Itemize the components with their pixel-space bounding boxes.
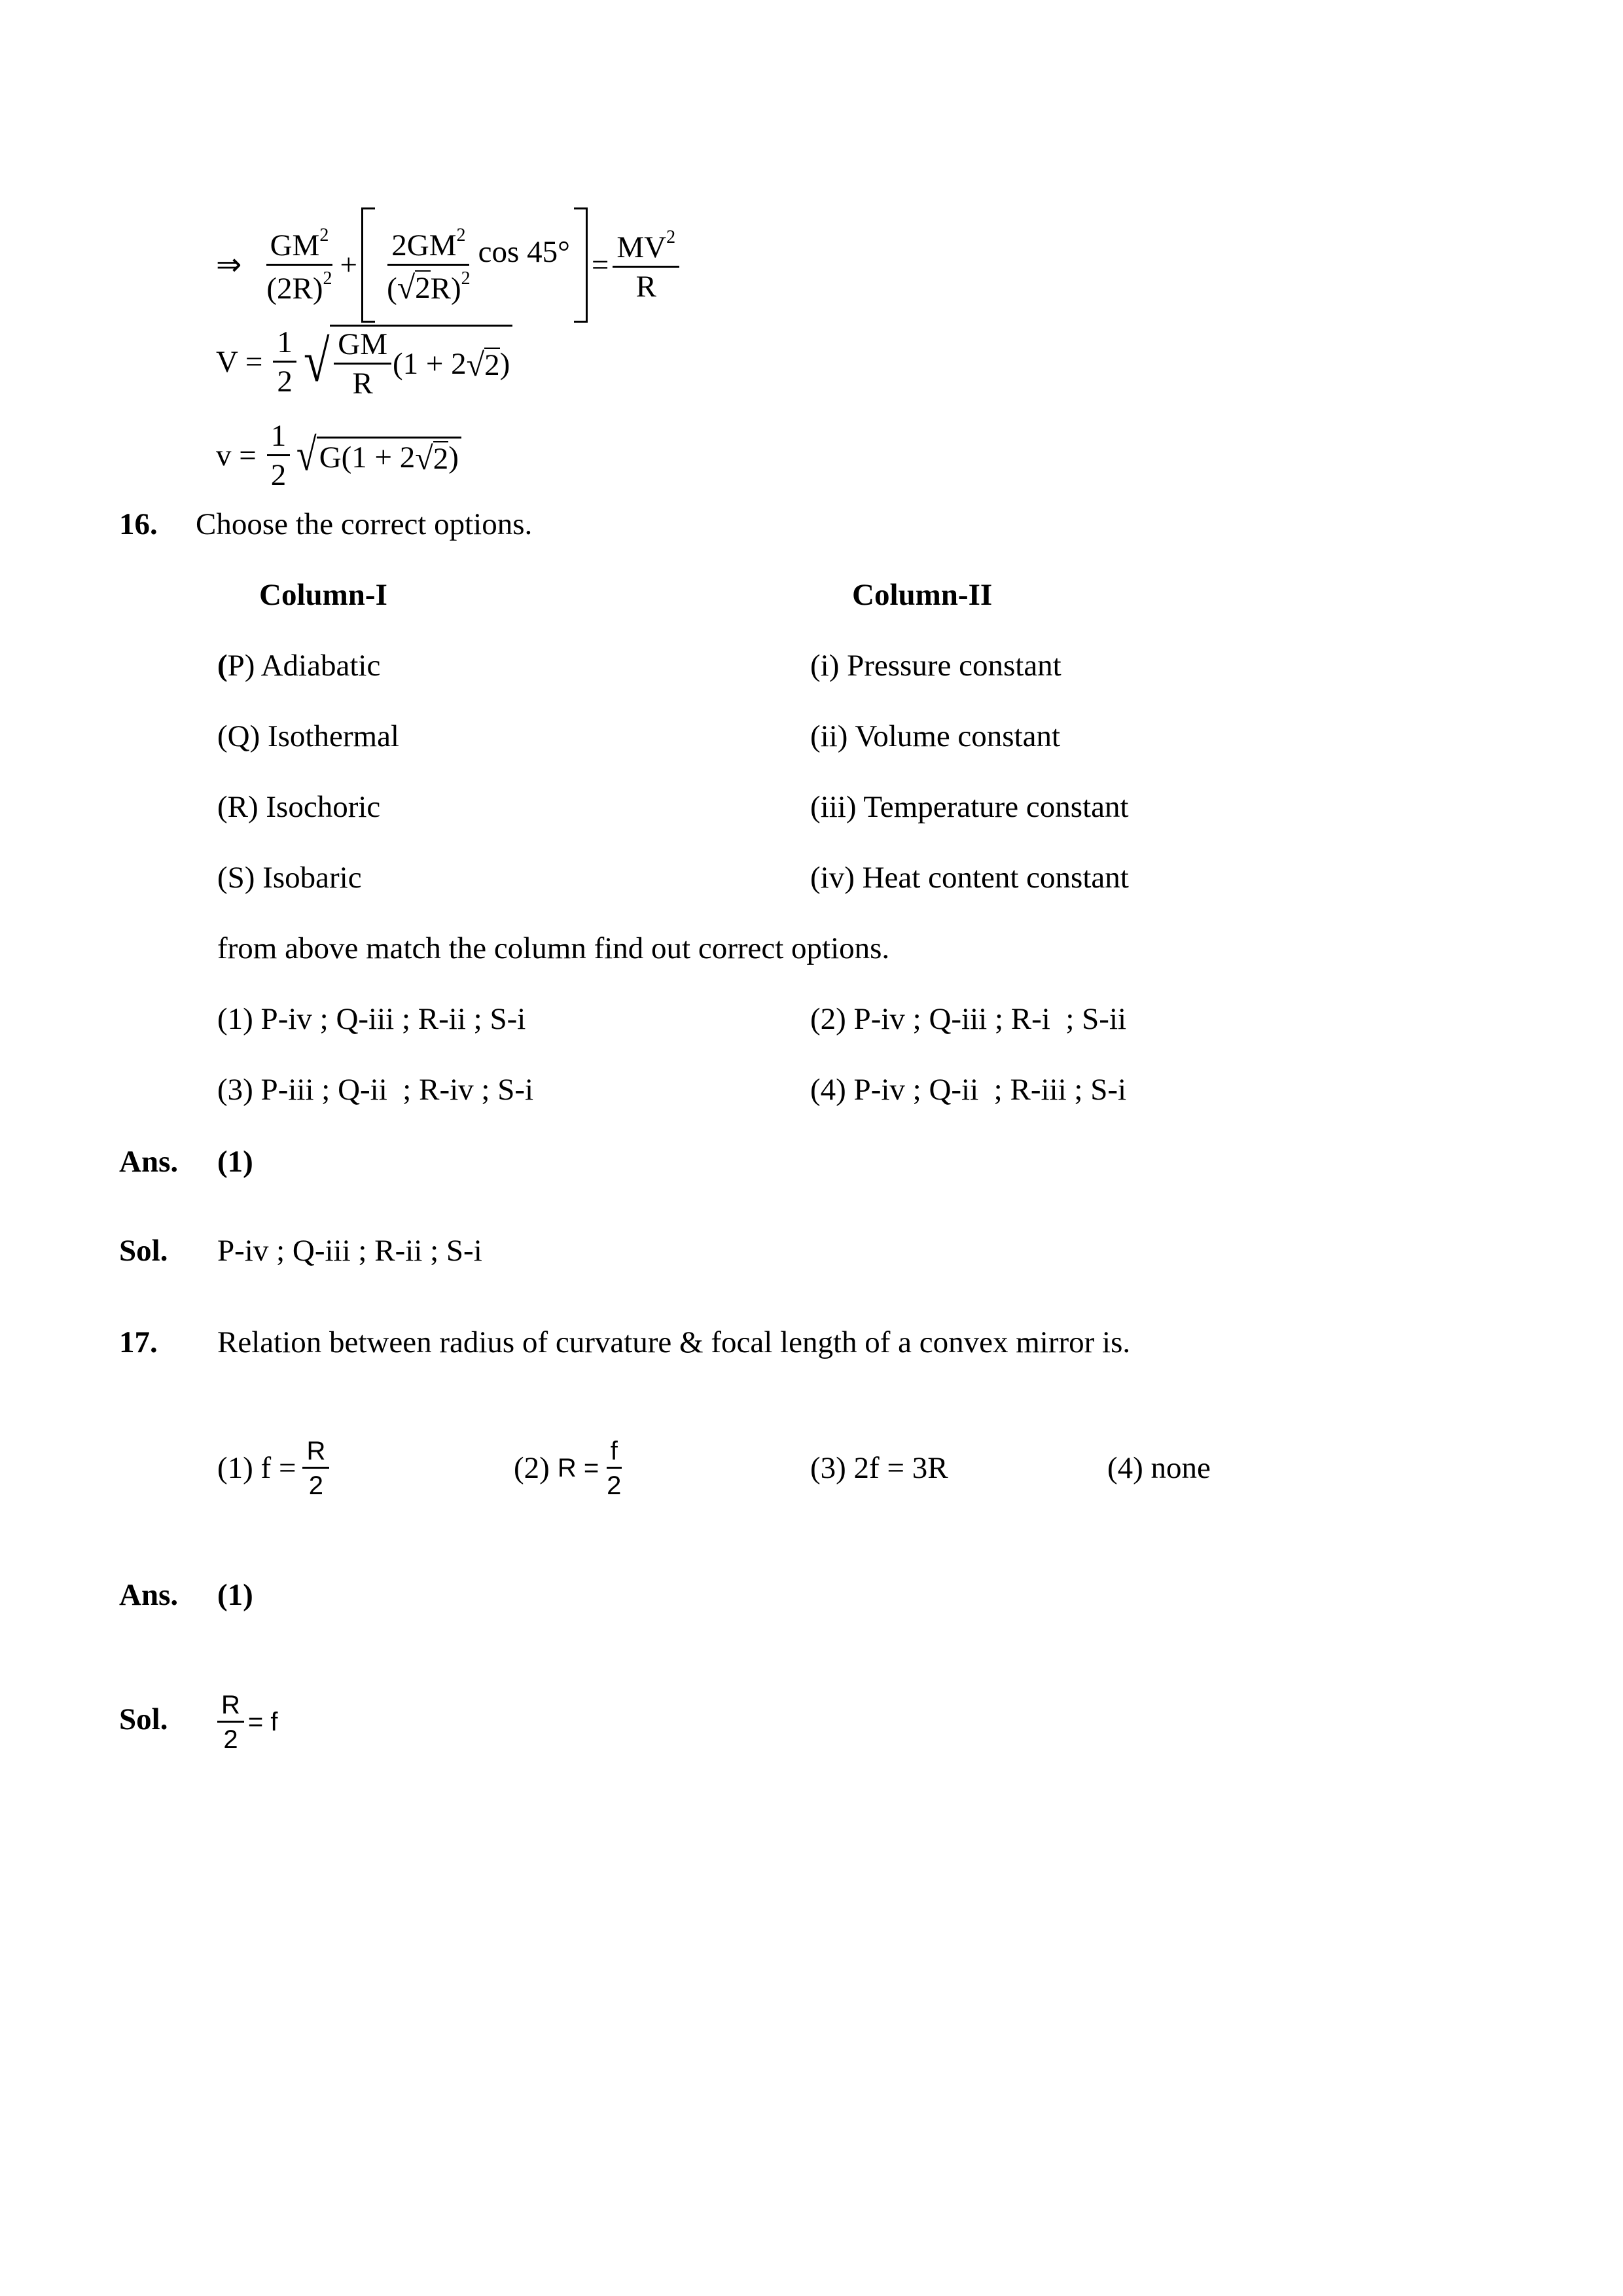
equation-velocity-final (216, 416, 461, 495)
column-1-item-p: (P) Adiabatic (217, 649, 381, 683)
implies-symbol: ⇒ (216, 247, 242, 282)
question-16-answer-label: Ans. (119, 1145, 179, 1179)
question-16-answer-value: (1) (217, 1145, 253, 1179)
r-over-2-fraction: $\frac{R}{2}$ (302, 1438, 329, 1499)
plus-sign: + (340, 247, 358, 282)
fraction-term-2: $2GM^2$ ( √ 2 R)$^2$ (387, 224, 471, 306)
question-17-option-1: (1) f = $\frac{R}{2}$ (217, 1432, 333, 1504)
r-over-2-fraction: $\frac{R}{2}$ (217, 1692, 244, 1753)
question-16-number: 16. (119, 507, 158, 541)
question-16-solution-text: P-iv ; Q-iii ; R-ii ; S-i (217, 1234, 482, 1268)
column-2-item-iii: (iii) Temperature constant (810, 790, 1129, 824)
question-17-option-2: (2) R = $\frac{f}{2}$ (514, 1432, 629, 1504)
gm-over-r-fraction: $\frac{GM}{R}$ (334, 329, 391, 399)
velocity-final-lhs: v = (216, 438, 257, 473)
question-17-answer-value: (1) (217, 1578, 253, 1612)
square-root: √ G(1 + 2 √ 2 ) (294, 433, 461, 478)
question-17-answer-label: Ans. (119, 1578, 179, 1612)
f-over-2-fraction: $\frac{f}{2}$ (607, 1436, 622, 1500)
column-2-item-i: (i) Pressure constant (810, 649, 1061, 683)
question-17-number: 17. (119, 1325, 158, 1359)
fraction-rhs: $\frac{MV^2}{R}$ (613, 228, 679, 302)
question-16-option-2: (2) P-iv ; Q-iii ; R-i ; S-ii (810, 1002, 1127, 1036)
velocity-lhs: V = (216, 344, 263, 379)
question-17-option-3: (3) 2f = 3R (810, 1451, 948, 1485)
column-1-item-r: (R) Isochoric (217, 790, 381, 824)
column-1-item-q: (Q) Isothermal (217, 719, 399, 753)
square-root: √ $\frac{GM}{R}$ (1 + 2 √ 2 ) (300, 325, 512, 399)
radical-sign-icon: √ (303, 329, 330, 394)
question-16-solution-label: Sol. (119, 1234, 168, 1268)
cos-term: cos 45° (478, 234, 570, 269)
column-2-item-iv: (iv) Heat content constant (810, 861, 1129, 895)
column-1-item-s: (S) Isobaric (217, 861, 362, 895)
equals-sign: = (591, 247, 609, 282)
question-16-option-1: (1) P-iv ; Q-iii ; R-ii ; S-i (217, 1002, 526, 1036)
question-17-text: Relation between radius of curvature & focal length of a convex mirror is. (217, 1325, 1131, 1359)
question-16-instruction: from above match the column find out correct options. (217, 931, 890, 965)
right-bracket (574, 207, 588, 323)
question-16-text: Choose the correct options. (196, 507, 533, 541)
column-2-header: Column-II (852, 578, 993, 612)
half-fraction: $\frac{1}{2}$ (267, 421, 291, 491)
left-bracket (361, 207, 375, 323)
column-2-item-ii: (ii) Volume constant (810, 719, 1061, 753)
fraction-term-1: $\frac{GM^2}{(2R)^2}$ (266, 224, 332, 306)
question-17-solution-label: Sol. (119, 1702, 168, 1736)
equation-force-balance (216, 209, 683, 321)
question-17-option-4: (4) none (1107, 1451, 1211, 1485)
equation-velocity (216, 319, 512, 404)
column-1-header: Column-I (259, 578, 387, 612)
half-fraction: $\frac{1}{2}$ (273, 327, 296, 397)
radical-sign-icon: √ (296, 430, 317, 480)
question-17-solution-equation: $\frac{R}{2}$ = f (217, 1686, 277, 1758)
question-16-option-3: (3) P-iii ; Q-ii ; R-iv ; S-i (217, 1073, 534, 1107)
question-16-option-4: (4) P-iv ; Q-ii ; R-iii ; S-i (810, 1073, 1127, 1107)
